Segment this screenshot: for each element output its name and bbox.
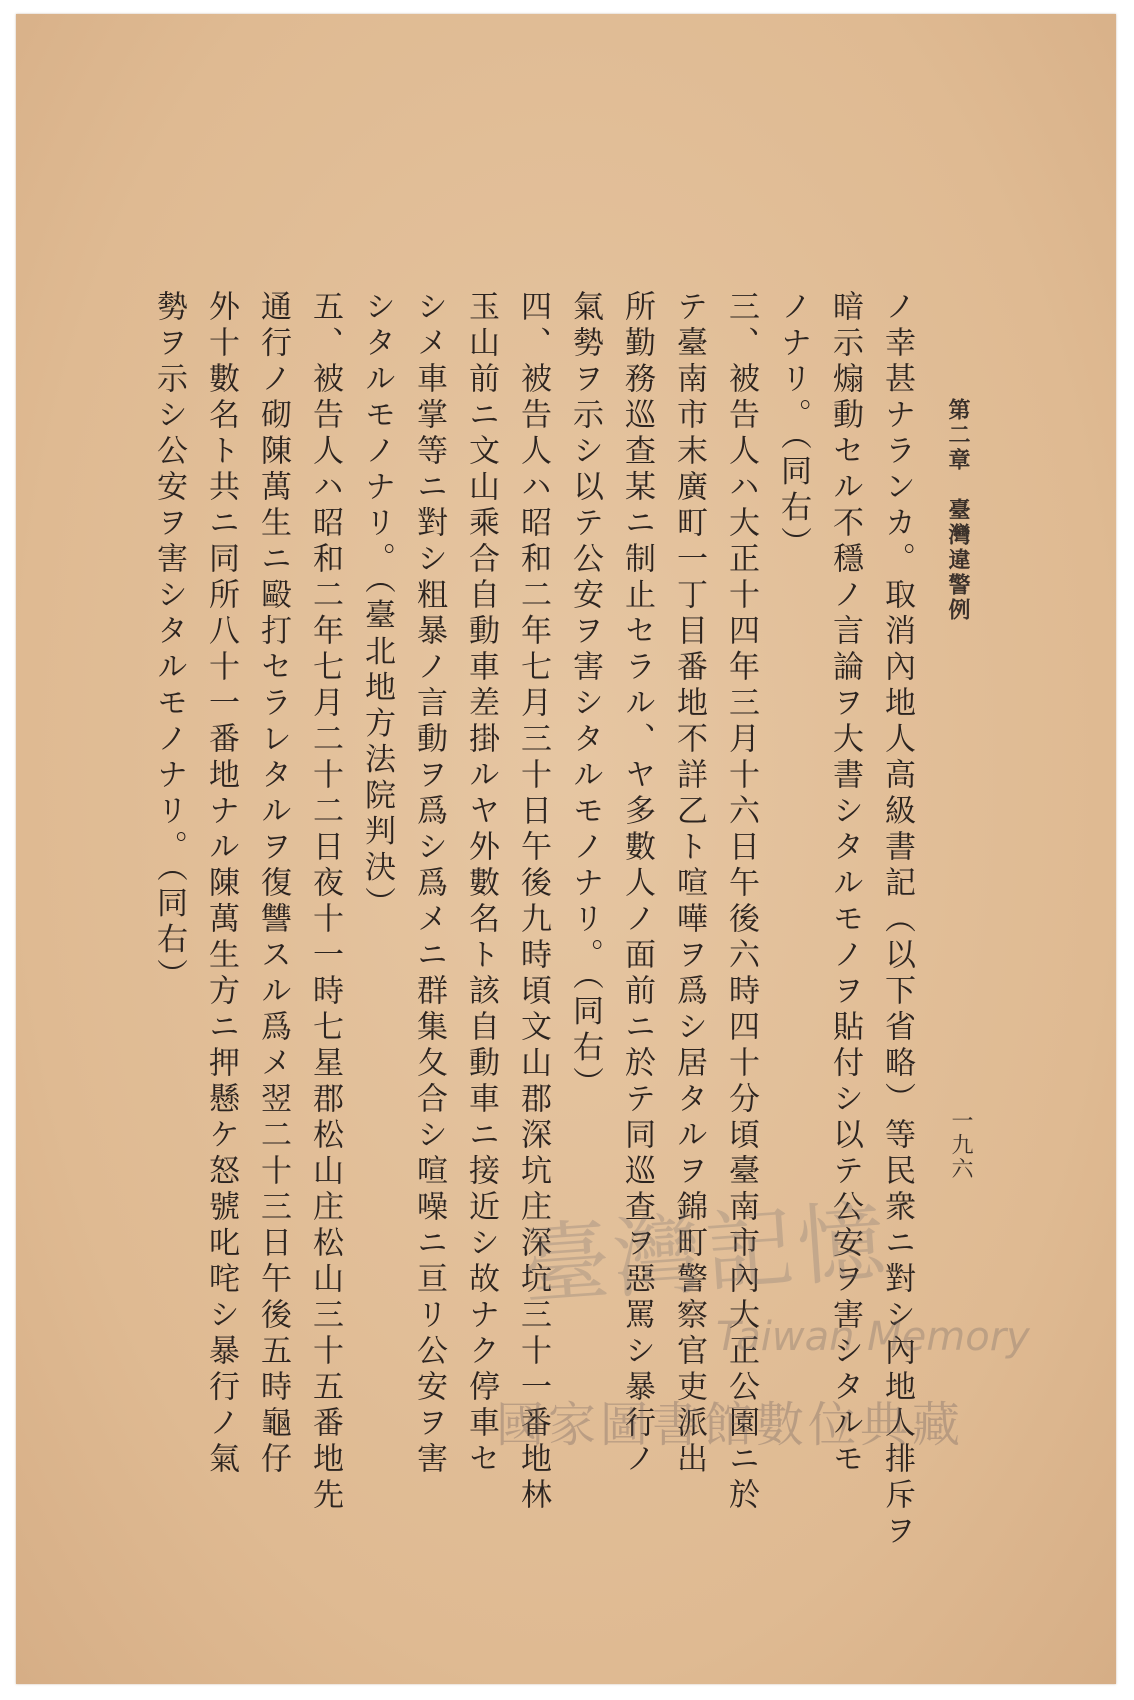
text-column-8: 四、被告人ハ昭和二年七月三十日午後九時頃文山郡深坑庄深坑三十一番地林 xyxy=(515,290,551,1514)
text-column-15: 勢ヲ示シ公安ヲ害シタルモノナリ。（同右） xyxy=(151,290,187,995)
text-column-5: テ臺南市末廣町一丁目番地不詳乙ト喧嘩ヲ爲シ居タルヲ錦町警察官吏派出 xyxy=(671,290,707,1478)
text-column-1: ノ幸甚ナランカ。取消內地人高級書記（以下省略）等民衆ニ對シ內地人排斥ヲ xyxy=(879,290,915,1550)
text-column-13: 通行ノ砌陳萬生ニ毆打セラレタルヲ復讐スル爲メ翌二十三日午後五時龜仔 xyxy=(255,290,291,1478)
text-column-10: シメ車掌等ニ對シ粗暴ノ言動ヲ爲シ爲メニ群集夂合シ喧噪ニ亘リ公安ヲ害 xyxy=(411,290,447,1478)
text-column-12: 五、被告人ハ昭和二年七月二十二日夜十一時七星郡松山庄松山三十五番地先 xyxy=(307,290,343,1514)
watermark-institution: 國家圖書館數位典藏 xyxy=(496,1397,965,1453)
scanned-page xyxy=(16,14,1116,1684)
text-column-9: 玉山前ニ文山乘合自動車差掛ルヤ外數名ト該自動車ニ接近シ故ナク停車セ xyxy=(463,290,499,1478)
text-column-6: 所勤務巡查某ニ制止セラル、ヤ多數人ノ面前ニ於テ同巡查ヲ惡罵シ暴行ノ xyxy=(619,290,655,1478)
text-column-14: 外十數名ト共ニ同所八十一番地ナル陳萬生方ニ押懸ケ怒號叱咤シ暴行ノ氣 xyxy=(203,290,239,1478)
text-column-2: 暗示煽動セル不穩ノ言論ヲ大書シタルモノヲ貼付シ以テ公安ヲ害シタルモ xyxy=(827,290,863,1478)
text-column-3: ノナリ。（同右） xyxy=(775,290,811,563)
text-column-4: 三、被告人ハ大正十四年三月十六日午後六時四十分頃臺南市內大正公園ニ於 xyxy=(723,290,759,1514)
chapter-header: 第二章 臺灣違警例 xyxy=(945,398,971,623)
text-column-7: 氣勢ヲ示シ以テ公安ヲ害シタルモノナリ。（同右） xyxy=(567,290,603,1103)
text-column-11: シタルモノナリ。（臺北地方法院判決） xyxy=(359,290,395,923)
watermark-logo: 臺灣記憶 xyxy=(518,1189,893,1318)
page-number: 一九六 xyxy=(948,1109,973,1181)
watermark-english: Taiwan Memory xyxy=(716,1314,1030,1360)
